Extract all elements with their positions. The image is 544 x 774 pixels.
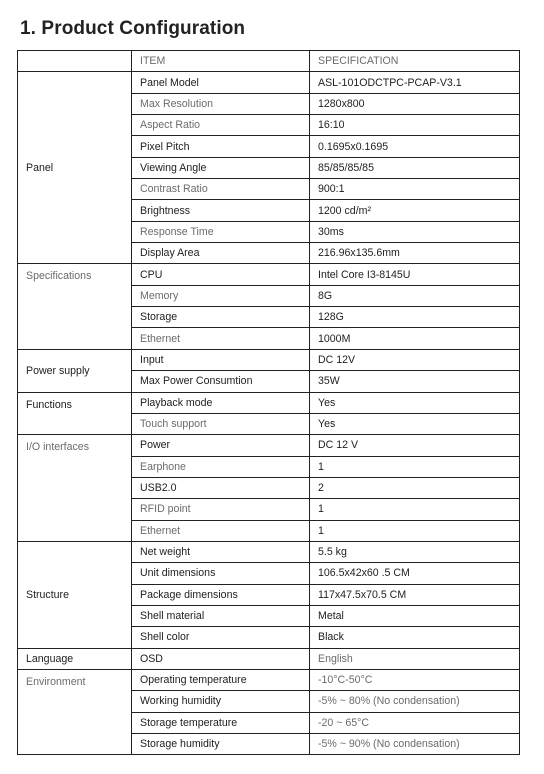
item-cell: Power bbox=[132, 435, 310, 456]
item-cell: Ethernet bbox=[132, 328, 310, 349]
item-cell: Earphone bbox=[132, 456, 310, 477]
item-cell: Unit dimensions bbox=[132, 563, 310, 584]
item-cell: Pixel Pitch bbox=[132, 136, 310, 157]
group-label-cell: Panel bbox=[18, 72, 132, 264]
item-cell: Memory bbox=[132, 285, 310, 306]
table-row bbox=[18, 648, 520, 669]
item-cell: Panel Model bbox=[132, 72, 310, 93]
item-cell: Brightness bbox=[132, 200, 310, 221]
table-row bbox=[18, 349, 520, 370]
group-label-cell: Language bbox=[18, 648, 132, 669]
spec-cell: 2 bbox=[310, 477, 520, 498]
spec-cell: 216.96x135.6mm bbox=[310, 243, 520, 264]
spec-cell: 1 bbox=[310, 520, 520, 541]
spec-cell: DC 12V bbox=[310, 349, 520, 370]
item-cell: Net weight bbox=[132, 541, 310, 562]
spec-cell: 8G bbox=[310, 285, 520, 306]
group-label-cell: Structure bbox=[18, 541, 132, 648]
item-cell: Contrast Ratio bbox=[132, 179, 310, 200]
spec-cell: 106.5x42x60 .5 CM bbox=[310, 563, 520, 584]
spec-cell: 35W bbox=[310, 371, 520, 392]
spec-cell: Black bbox=[310, 627, 520, 648]
item-cell: Max Power Consumtion bbox=[132, 371, 310, 392]
item-cell: CPU bbox=[132, 264, 310, 285]
table-body bbox=[18, 51, 520, 755]
spec-cell: 1200 cd/m² bbox=[310, 200, 520, 221]
spec-cell: Yes bbox=[310, 413, 520, 434]
product-configuration-table bbox=[17, 50, 520, 755]
spec-cell: 1000M bbox=[310, 328, 520, 349]
item-cell: Shell color bbox=[132, 627, 310, 648]
spec-cell: 1280x800 bbox=[310, 93, 520, 114]
spec-cell: 30ms bbox=[310, 221, 520, 242]
spec-cell: 85/85/85/85 bbox=[310, 157, 520, 178]
item-cell: USB2.0 bbox=[132, 477, 310, 498]
item-cell: Package dimensions bbox=[132, 584, 310, 605]
header-spec-cell: SPECIFICATION bbox=[310, 51, 520, 72]
spec-cell: English bbox=[310, 648, 520, 669]
item-cell: Response Time bbox=[132, 221, 310, 242]
item-cell: Working humidity bbox=[132, 691, 310, 712]
item-cell: Max Resolution bbox=[132, 93, 310, 114]
spec-cell: ASL-101ODCTPC-PCAP-V3.1 bbox=[310, 72, 520, 93]
item-cell: Playback mode bbox=[132, 392, 310, 413]
item-cell: Storage humidity bbox=[132, 734, 310, 755]
spec-cell: DC 12 V bbox=[310, 435, 520, 456]
spec-cell: -20 ~ 65°C bbox=[310, 712, 520, 733]
spec-cell: Yes bbox=[310, 392, 520, 413]
spec-cell: -5% ~ 90% (No condensation) bbox=[310, 734, 520, 755]
group-label-cell: Environment bbox=[18, 669, 132, 754]
item-cell: RFID point bbox=[132, 499, 310, 520]
page-title: 1. Product Configuration bbox=[20, 18, 246, 39]
spec-cell: 1 bbox=[310, 456, 520, 477]
item-cell: Ethernet bbox=[132, 520, 310, 541]
table-row bbox=[18, 541, 520, 562]
table-row bbox=[18, 392, 520, 413]
item-cell: Viewing Angle bbox=[132, 157, 310, 178]
table-header-row bbox=[18, 51, 520, 72]
table-row bbox=[18, 72, 520, 93]
item-cell: Shell material bbox=[132, 605, 310, 626]
spec-cell: 0.1695x0.1695 bbox=[310, 136, 520, 157]
item-cell: Input bbox=[132, 349, 310, 370]
item-cell: Aspect Ratio bbox=[132, 115, 310, 136]
spec-cell: Intel Core I3-8145U bbox=[310, 264, 520, 285]
group-label-cell: Functions bbox=[18, 392, 132, 435]
spec-cell: 900:1 bbox=[310, 179, 520, 200]
item-cell: Touch support bbox=[132, 413, 310, 434]
group-label-cell: Specifications bbox=[18, 264, 132, 349]
item-cell: OSD bbox=[132, 648, 310, 669]
spec-cell: -10°C-50°C bbox=[310, 669, 520, 690]
spec-cell: 128G bbox=[310, 307, 520, 328]
spec-cell: Metal bbox=[310, 605, 520, 626]
header-group-cell bbox=[18, 51, 132, 72]
item-cell: Storage bbox=[132, 307, 310, 328]
item-cell: Display Area bbox=[132, 243, 310, 264]
item-cell: Storage temperature bbox=[132, 712, 310, 733]
spec-cell: 5.5 kg bbox=[310, 541, 520, 562]
group-label-cell: Power supply bbox=[18, 349, 132, 392]
table-row bbox=[18, 435, 520, 456]
spec-cell: 117x47.5x70.5 CM bbox=[310, 584, 520, 605]
spec-cell: -5% ~ 80% (No condensation) bbox=[310, 691, 520, 712]
header-item-cell: ITEM bbox=[132, 51, 310, 72]
table-row bbox=[18, 264, 520, 285]
spec-cell: 16:10 bbox=[310, 115, 520, 136]
group-label-cell: I/O interfaces bbox=[18, 435, 132, 542]
spec-cell: 1 bbox=[310, 499, 520, 520]
item-cell: Operating temperature bbox=[132, 669, 310, 690]
table-row bbox=[18, 669, 520, 690]
